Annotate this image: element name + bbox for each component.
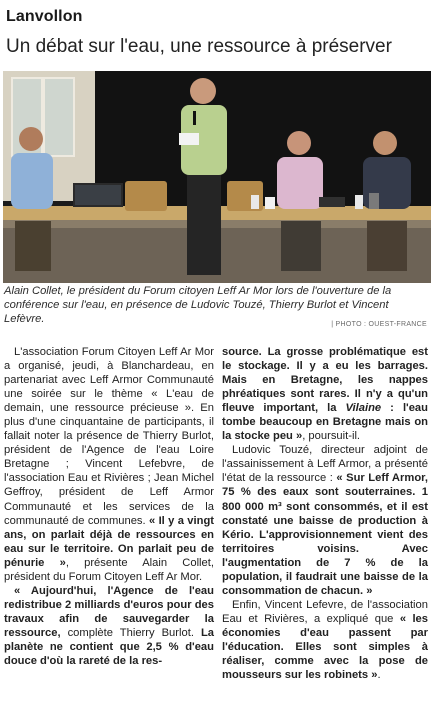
paragraph-text: , poursuit-il. bbox=[302, 430, 361, 443]
quote-text: « Aujourd'hui, l'Agence de l'eau redistribue 2 milliards d'euros pour des travaux afin de sauvegarder la ressource, bbox=[4, 584, 214, 639]
quote-text: « Il y a vingt ans, on parlait déjà de ressources en eau sur le territoire. On parlait peu de pénurie » bbox=[4, 514, 215, 569]
paragraph-text: Enfin, Vincent Lefevre, de l'association Eau et Rivières, a expliqué que bbox=[222, 598, 428, 625]
article-column-left bbox=[4, 345, 214, 668]
paragraph-text: , présente Alain Collet, président du Forum Citoyen Leff Ar Mor. bbox=[4, 556, 214, 583]
photo-caption: Alain Collet, le président du Forum citoyen Leff Ar Mor lors de l'ouverture de la conférence sur l'eau, en présence de Ludovic Touzé, Thierry Burlot et Vincent Lefèvre. bbox=[4, 285, 392, 325]
article-photo bbox=[3, 71, 431, 283]
quote-text: « les économies d'eau passent par l'éducation. Elles sont simples à réaliser, comme avec la pose de mousseurs sur les robinets » bbox=[222, 612, 429, 682]
section-title: Lanvollon bbox=[6, 8, 83, 25]
paragraph-text: . bbox=[377, 669, 381, 682]
quote-text: « Sur Leff Armor, 75 % des eaux sont souterraines. 1 800 000 m³ sont consommés, et il est constaté une baisse de production à Kério. L'approvisionnement vient des territoires voisins. Avec l'augmentation de 7 % de la population, il faudrait une baisse de la consommation de chacun. » bbox=[222, 472, 428, 597]
river-name: Vilaine bbox=[345, 402, 382, 415]
article-paragraph bbox=[222, 345, 428, 443]
article-paragraph bbox=[4, 584, 214, 668]
headline: Un débat sur l'eau, une ressource à préserver bbox=[6, 36, 392, 57]
article-paragraph bbox=[4, 345, 214, 584]
photo-illustration bbox=[3, 71, 431, 283]
paragraph-text: L'association Forum Citoyen Leff Ar Mor a organisé, jeudi, à Blanchardeau, en partenariat avec Leff Armor Communauté une soirée sur le thème « L'eau de demain, une ressource précieuse ». En plus d'une cinquantaine de participants, il fallait noter la présence de Thierry Burlot, président de l'Agence de l'eau Loire Bretagne ; Vincent Lefebvre, de l'association Eau et Rivières ; Jean Michel Geffroy, président de Leff Armor Communauté et les services de la communauté de communes. bbox=[4, 346, 214, 527]
paragraph-text: Ludovic Touzé, directeur adjoint de l'assainissement à Leff Armor, a présenté l'état de la ressource : bbox=[222, 444, 428, 485]
quote-text: source. La grosse problématique est le stockage. Il y a eu les barrages. Mais en Bretagne, les nappes phréatiques sont rares. Il n'y a qu'un fleuve important, la bbox=[222, 346, 428, 415]
quote-text: : l'eau tombe beaucoup en Bretagne mais on la stocke peu » bbox=[222, 402, 428, 443]
photo-credit: | PHOTO : OUEST-FRANCE bbox=[331, 321, 427, 328]
quote-text: La planète ne contient que 2,5 % d'eau douce d'où la rareté de la res- bbox=[4, 626, 214, 668]
article-paragraph bbox=[222, 443, 428, 598]
paragraph-text: complète Thierry Burlot. bbox=[60, 626, 201, 639]
article-paragraph bbox=[222, 598, 428, 682]
article-column-right bbox=[222, 345, 428, 682]
